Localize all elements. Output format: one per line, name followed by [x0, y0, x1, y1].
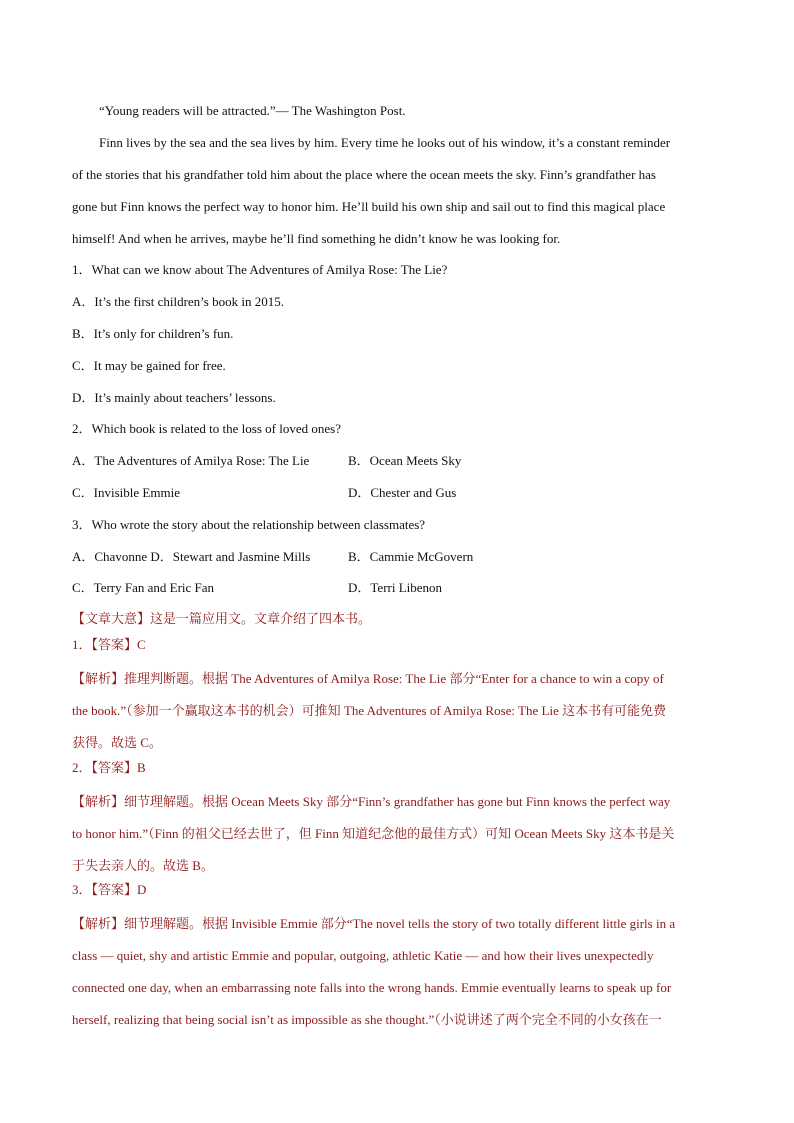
- explanation-1-line: the book.”（参加一个赢取这本书的机会）可推知 The Adventures of Amilya Rose: The Lie 这本书有可能免费: [72, 703, 667, 718]
- question-2-option-a: A．The Adventures of Amilya Rose: The Lie: [72, 453, 310, 468]
- answer-2: 2．【答案】B: [72, 760, 146, 775]
- question-3-option-a: A．Chavonne D．Stewart and Jasmine Mills: [72, 549, 311, 564]
- explanation-2-line: 【解析】细节理解题。根据 Ocean Meets Sky 部分“Finn’s grandfather has gone but Finn knows the perfect way: [72, 794, 671, 809]
- explanation-3-line: 【解析】细节理解题。根据 Invisible Emmie 部分“The novel tells the story of two totally different little girls in a: [72, 916, 676, 931]
- question-1-option-b: B．It’s only for children’s fun.: [72, 326, 234, 341]
- summary-line: 【文章大意】这是一篇应用文。文章介绍了四本书。: [72, 611, 372, 626]
- quote-line: “Young readers will be attracted.”— The Washington Post.: [99, 103, 406, 118]
- passage-line: of the stories that his grandfather told him about the place where the ocean meets the sky. Finn’s grandfather has: [72, 167, 656, 182]
- explanation-2-line: to honor him.”（Finn 的祖父已经去世了，但 Finn 知道纪念他的最佳方式）可知 Ocean Meets Sky 这本书是关: [72, 826, 675, 841]
- question-3-option-b: B．Cammie McGovern: [348, 549, 474, 564]
- question-3-option-c: C．Terry Fan and Eric Fan: [72, 580, 215, 595]
- question-2-stem: 2．Which book is related to the loss of loved ones?: [72, 421, 341, 436]
- answer-3: 3．【答案】D: [72, 882, 147, 897]
- explanation-3-line: herself, realizing that being social isn’t as impossible as she thought.”（小说讲述了两个完全不同的小女孩在一: [72, 1012, 662, 1027]
- passage-line: Finn lives by the sea and the sea lives by him. Every time he looks out of his window, it’s a constant reminder: [99, 135, 671, 150]
- question-1-option-a: A．It’s the first children’s book in 2015.: [72, 294, 284, 309]
- explanation-2-line: 于失去亲人的。故选 B。: [72, 858, 214, 873]
- question-1-option-d: D．It’s mainly about teachers’ lessons.: [72, 390, 276, 405]
- explanation-3-line: connected one day, when an embarrassing note falls into the wrong hands. Emmie eventually learns to speak up for: [72, 980, 672, 995]
- question-3-option-d: D．Terri Libenon: [348, 580, 443, 595]
- question-2-option-b: B．Ocean Meets Sky: [348, 453, 462, 468]
- passage-line: gone but Finn knows the perfect way to honor him. He’ll build his own ship and sail out to find this magical place: [72, 199, 666, 214]
- question-1-option-c: C．It may be gained for free.: [72, 358, 226, 373]
- question-2-option-c: C．Invisible Emmie: [72, 485, 180, 500]
- explanation-1-line: 获得。故选 C。: [72, 735, 162, 750]
- question-1-stem: 1．What can we know about The Adventures of Amilya Rose: The Lie?: [72, 262, 448, 277]
- passage-line: himself! And when he arrives, maybe he’ll find something he didn’t know he was looking for.: [72, 231, 561, 246]
- explanation-3-line: class — quiet, shy and artistic Emmie and popular, outgoing, athletic Katie — and how their lives unexpectedly: [72, 948, 654, 963]
- explanation-1-line: 【解析】推理判断题。根据 The Adventures of Amilya Rose: The Lie 部分“Enter for a chance to win a copy of: [72, 671, 664, 686]
- question-3-stem: 3．Who wrote the story about the relationship between classmates?: [72, 517, 426, 532]
- question-2-option-d: D．Chester and Gus: [348, 485, 457, 500]
- answer-1: 1．【答案】C: [72, 637, 146, 652]
